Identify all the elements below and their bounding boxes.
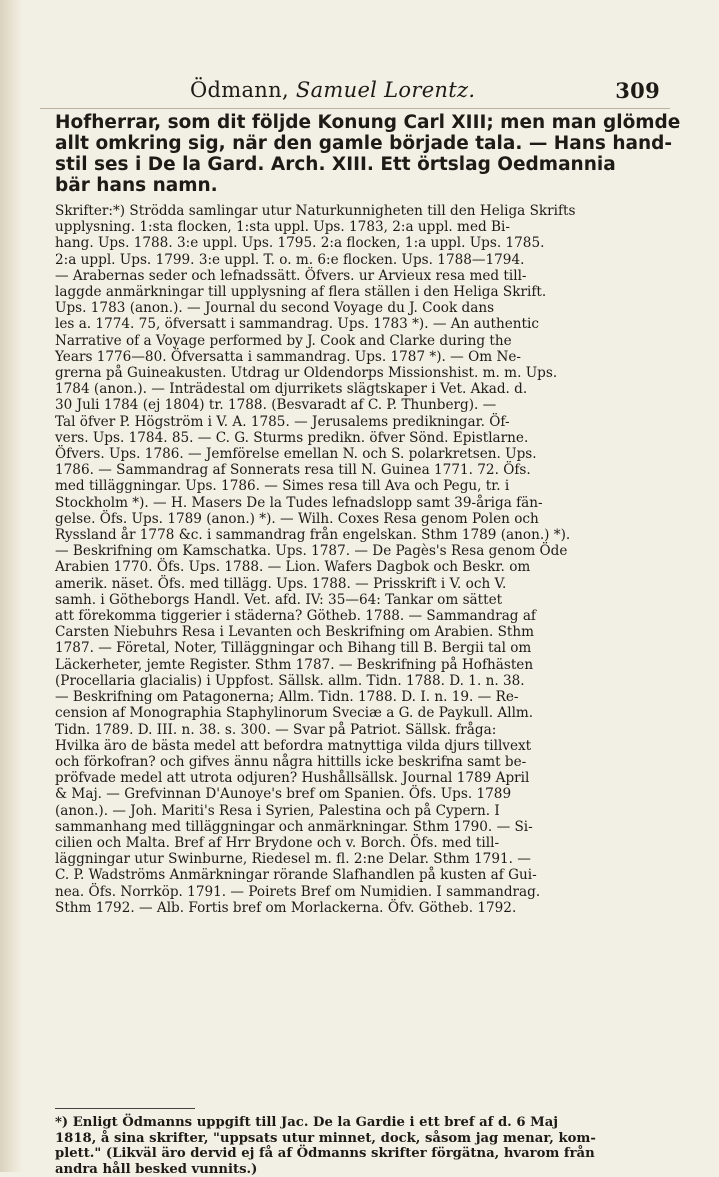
text-line: Arabien 1770. Öfs. Ups. 1788. — Lion. Wafers Dagbok och Beskr. om xyxy=(55,559,665,575)
text-line: Narrative of a Voyage performed by J. Cook and Clarke during the xyxy=(55,333,665,349)
text-line: Skrifter:*) Strödda samlingar utur Naturkunnigheten till den Heliga Skrifts xyxy=(55,203,665,219)
footnote-separator xyxy=(55,1108,195,1109)
text-line: Carsten Niebuhrs Resa i Levanten och Beskrifning om Arabien. Sthm xyxy=(55,624,665,640)
text-line: (Procellaria glacialis) i Uppfost. Sällsk. allm. Tidn. 1788. D. 1. n. 38. xyxy=(55,673,665,689)
text-line: Years 1776—80. Öfversatta i sammandrag. Ups. 1787 *). — Om Ne- xyxy=(55,349,665,365)
text-line: och förkofran? och gifves ännu några hittills icke beskrifna samt be- xyxy=(55,754,665,770)
running-title xyxy=(190,78,475,102)
text-line: 2:a uppl. Ups. 1799. 3:e uppl. T. o. m. 6:e flocken. Ups. 1788—1794. xyxy=(55,252,665,268)
text-line: vers. Ups. 1784. 85. — C. G. Sturms predikn. öfver Sönd. Epistlarne. xyxy=(55,430,665,446)
page-number: 309 xyxy=(615,78,660,103)
lead-line: allt omkring sig, när den gamle började tala. — Hans hand- xyxy=(55,133,665,154)
text-line: Ryssland år 1778 &c. i sammandrag från engelskan. Sthm 1789 (anon.) *). xyxy=(55,527,665,543)
text-line: — Beskrifning om Patagonerna; Allm. Tidn. 1788. D. I. n. 19. — Re- xyxy=(55,689,665,705)
lead-line: Hofherrar, som dit följde Konung Carl XIII; men man glömde xyxy=(55,112,665,133)
page-gutter-edge xyxy=(0,0,22,1172)
running-title-name: Ödmann, xyxy=(190,78,289,102)
text-line: — Arabernas seder och lefnadssätt. Öfvers. ur Arvieux resa med till- xyxy=(55,268,665,284)
text-line: Tal öfver P. Högström i V. A. 1785. — Jerusalems predikningar. Öf- xyxy=(55,414,665,430)
text-line: sammanhang med tilläggningar och anmärkningar. Sthm 1790. — Si- xyxy=(55,819,665,835)
text-line: les a. 1774. 75, öfversatt i sammandrag. Ups. 1783 *). — An authentic xyxy=(55,316,665,332)
text-line: Sthm 1792. — Alb. Fortis bref om Morlackerna. Öfv. Götheb. 1792. xyxy=(55,900,665,916)
text-line: Öfvers. Ups. 1786. — Jemförelse emellan N. och S. polarkretsen. Ups. xyxy=(55,446,665,462)
lead-line: stil ses i De la Gard. Arch. XIII. Ett örtslag Oedmannia xyxy=(55,154,665,175)
text-line: 1786. — Sammandrag af Sonnerats resa till N. Guinea 1771. 72. Öfs. xyxy=(55,462,665,478)
text-line: samh. i Götheborgs Handl. Vet. afd. IV: 35—64: Tankar om sättet xyxy=(55,592,665,608)
text-line: C. P. Wadströms Anmärkningar rörande Slafhandlen på kusten af Gui- xyxy=(55,867,665,883)
text-line: 1784 (anon.). — Inträdestal om djurrikets slägtskaper i Vet. Akad. d. xyxy=(55,381,665,397)
text-line: läggningar utur Swinburne, Riedesel m. fl. 2:ne Delar. Sthm 1791. — xyxy=(55,851,665,867)
header-rule xyxy=(40,108,670,109)
footnote xyxy=(55,1115,665,1177)
text-line: 1787. — Företal, Noter, Tilläggningar och Bihang till B. Bergii tal om xyxy=(55,640,665,656)
footnote-line: plett." (Likväl äro dervid ej få af Ödmanns skrifter förgätna, hvarom från xyxy=(55,1146,665,1162)
text-line: gelse. Öfs. Ups. 1789 (anon.) *). — Wilh. Coxes Resa genom Polen och xyxy=(55,511,665,527)
text-line: (anon.). — Joh. Mariti's Resa i Syrien, Palestina och på Cypern. I xyxy=(55,803,665,819)
text-line: grerna på Guineakusten. Utdrag ur Oldendorps Missionshist. m. m. Ups. xyxy=(55,365,665,381)
text-line: Ups. 1783 (anon.). — Journal du second Voyage du J. Cook dans xyxy=(55,300,665,316)
text-line: cension af Monographia Staphylinorum Sveciæ a G. de Paykull. Allm. xyxy=(55,705,665,721)
text-line: pröfvade medel att utrota odjuren? Hushållsällsk. Journal 1789 April xyxy=(55,770,665,786)
text-line: Läckerheter, jemte Register. Sthm 1787. — Beskrifning på Hofhästen xyxy=(55,657,665,673)
footnote-line: *) Enligt Ödmanns uppgift till Jac. De la Gardie i ett bref af d. 6 Maj xyxy=(55,1115,665,1131)
footnote-line: andra håll besked vunnits.) xyxy=(55,1162,665,1177)
text-line: Tidn. 1789. D. III. n. 38. s. 300. — Svar på Patriot. Sällsk. fråga: xyxy=(55,722,665,738)
text-line: & Maj. — Grefvinnan D'Aunoye's bref om Spanien. Öfs. Ups. 1789 xyxy=(55,786,665,802)
lead-line: bär hans namn. xyxy=(55,175,665,196)
text-line: upplysning. 1:sta flocken, 1:sta uppl. Ups. 1783, 2:a uppl. med Bi- xyxy=(55,219,665,235)
text-line: — Beskrifning om Kamschatka. Ups. 1787. — De Pagès's Resa genom Öde xyxy=(55,543,665,559)
main-text xyxy=(55,112,665,916)
text-line: att förekomma tiggerier i städerna? Götheb. 1788. — Sammandrag af xyxy=(55,608,665,624)
bibliography-paragraph xyxy=(55,203,665,916)
text-line: hang. Ups. 1788. 3:e uppl. Ups. 1795. 2:a flocken, 1:a uppl. Ups. 1785. xyxy=(55,235,665,251)
text-line: amerik. näset. Öfs. med tillägg. Ups. 1788. — Prisskrift i V. och V. xyxy=(55,576,665,592)
running-title-rest: Samuel Lorentz. xyxy=(296,78,475,102)
text-line: med tilläggningar. Ups. 1786. — Simes resa till Ava och Pegu, tr. i xyxy=(55,478,665,494)
text-line: cilien och Malta. Bref af Hrr Brydone och v. Borch. Öfs. med till- xyxy=(55,835,665,851)
text-line: 30 Juli 1784 (ej 1804) tr. 1788. (Besvaradt af C. P. Thunberg). — xyxy=(55,397,665,413)
text-line: Stockholm *). — H. Masers De la Tudes lefnadslopp samt 39-åriga fän- xyxy=(55,495,665,511)
text-line: nea. Öfs. Norrköp. 1791. — Poirets Bref om Numidien. I sammandrag. xyxy=(55,884,665,900)
text-line: laggde anmärkningar till upplysning af flera ställen i den Heliga Skrift. xyxy=(55,284,665,300)
footnote-line: 1818, å sina skrifter, "uppsats utur minnet, dock, såsom jag menar, kom- xyxy=(55,1131,665,1147)
running-header xyxy=(60,78,660,108)
lead-paragraph xyxy=(55,112,665,196)
text-line: Hvilka äro de bästa medel att befordra matnyttiga vilda djurs tillvext xyxy=(55,738,665,754)
